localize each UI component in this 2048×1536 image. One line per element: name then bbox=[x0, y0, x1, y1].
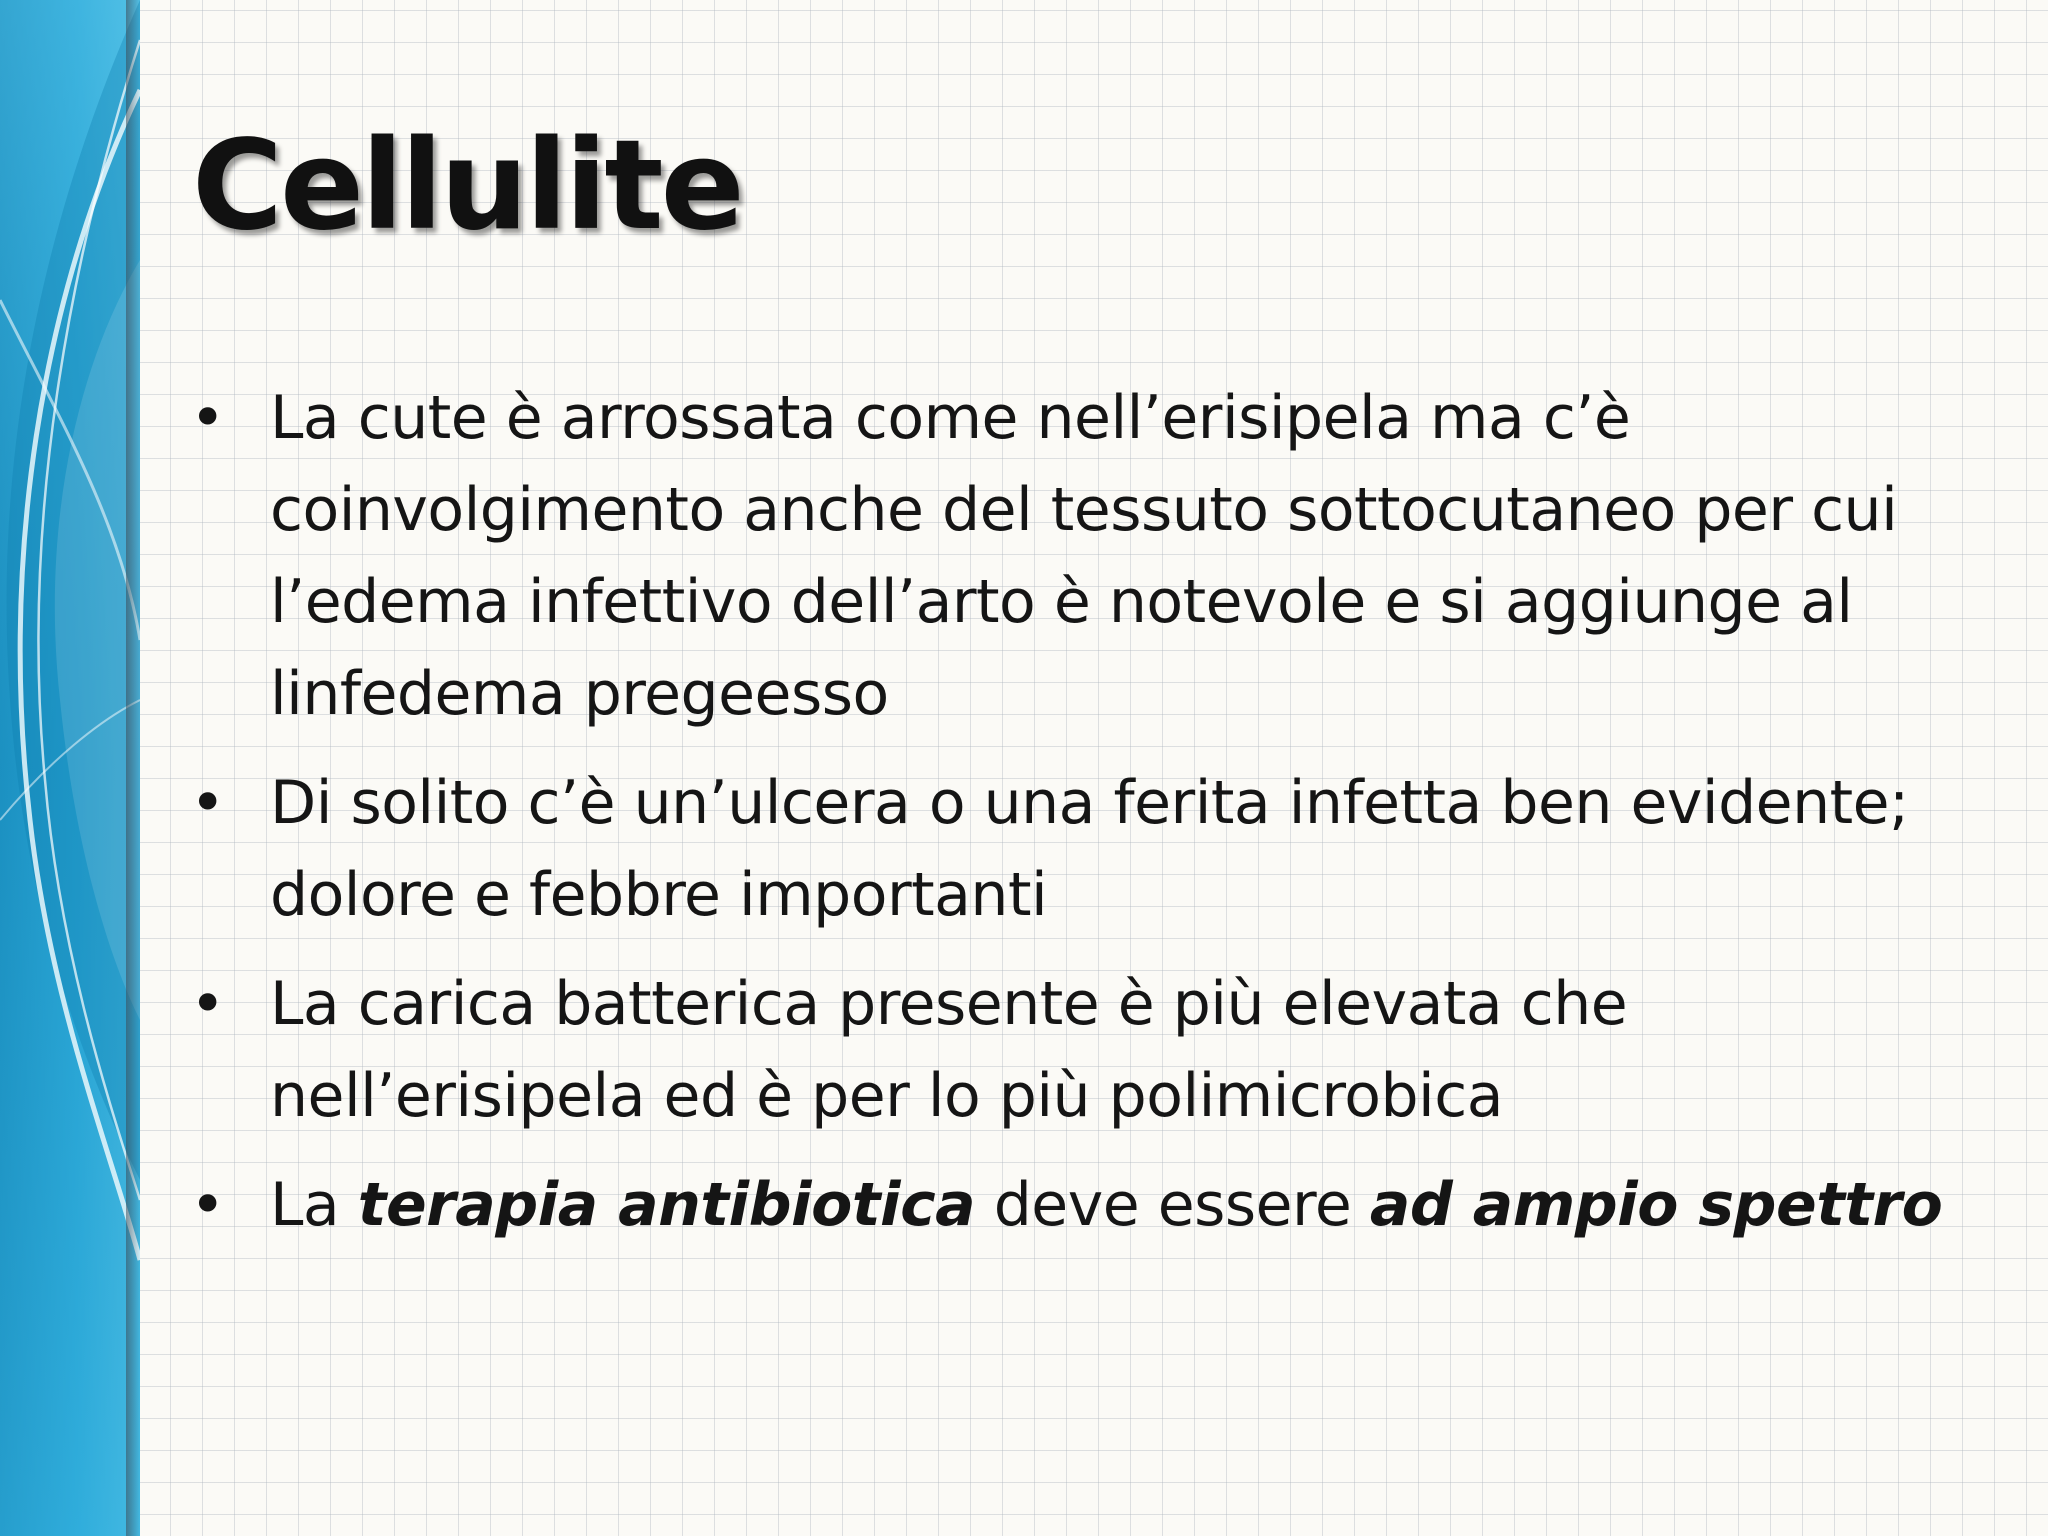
bullet-dot: • bbox=[190, 1170, 225, 1240]
bullet-item bbox=[190, 372, 1960, 740]
wave-decoration bbox=[0, 0, 140, 1536]
band-shadow-edge bbox=[126, 0, 140, 1536]
bullet-text-segment: La bbox=[270, 1170, 358, 1240]
bullet-dot: • bbox=[190, 383, 225, 453]
bullet-item bbox=[190, 958, 1960, 1142]
bullet-dot: • bbox=[190, 969, 225, 1039]
bullet-text bbox=[270, 1170, 1942, 1240]
decorative-side-band bbox=[0, 0, 140, 1536]
slide-title: Cellulite bbox=[192, 114, 742, 258]
bullet-dot: • bbox=[190, 768, 225, 838]
emphasized-term: terapia antibiotica bbox=[357, 1170, 976, 1240]
bullet-text-segment: deve essere bbox=[975, 1170, 1370, 1240]
bullet-text: Di solito c’è un’ulcera o una ferita infetta ben evidente; dolore e febbre importanti bbox=[270, 768, 1909, 930]
bullet-text: La cute è arrossata come nell’erisipela ma c’è coinvolgimento anche del tessuto sottocutaneo per cui l’edema infettivo dell’arto è notevole e si aggiunge al linfedema pregeesso bbox=[270, 383, 1898, 729]
bullet-item bbox=[190, 757, 1960, 941]
bullet-text: La carica batterica presente è più elevata che nell’erisipela ed è per lo più polimicrobica bbox=[270, 969, 1628, 1131]
emphasized-term: ad ampio spettro bbox=[1369, 1170, 1943, 1240]
bullet-list bbox=[190, 372, 1960, 1268]
bullet-item bbox=[190, 1159, 1960, 1251]
